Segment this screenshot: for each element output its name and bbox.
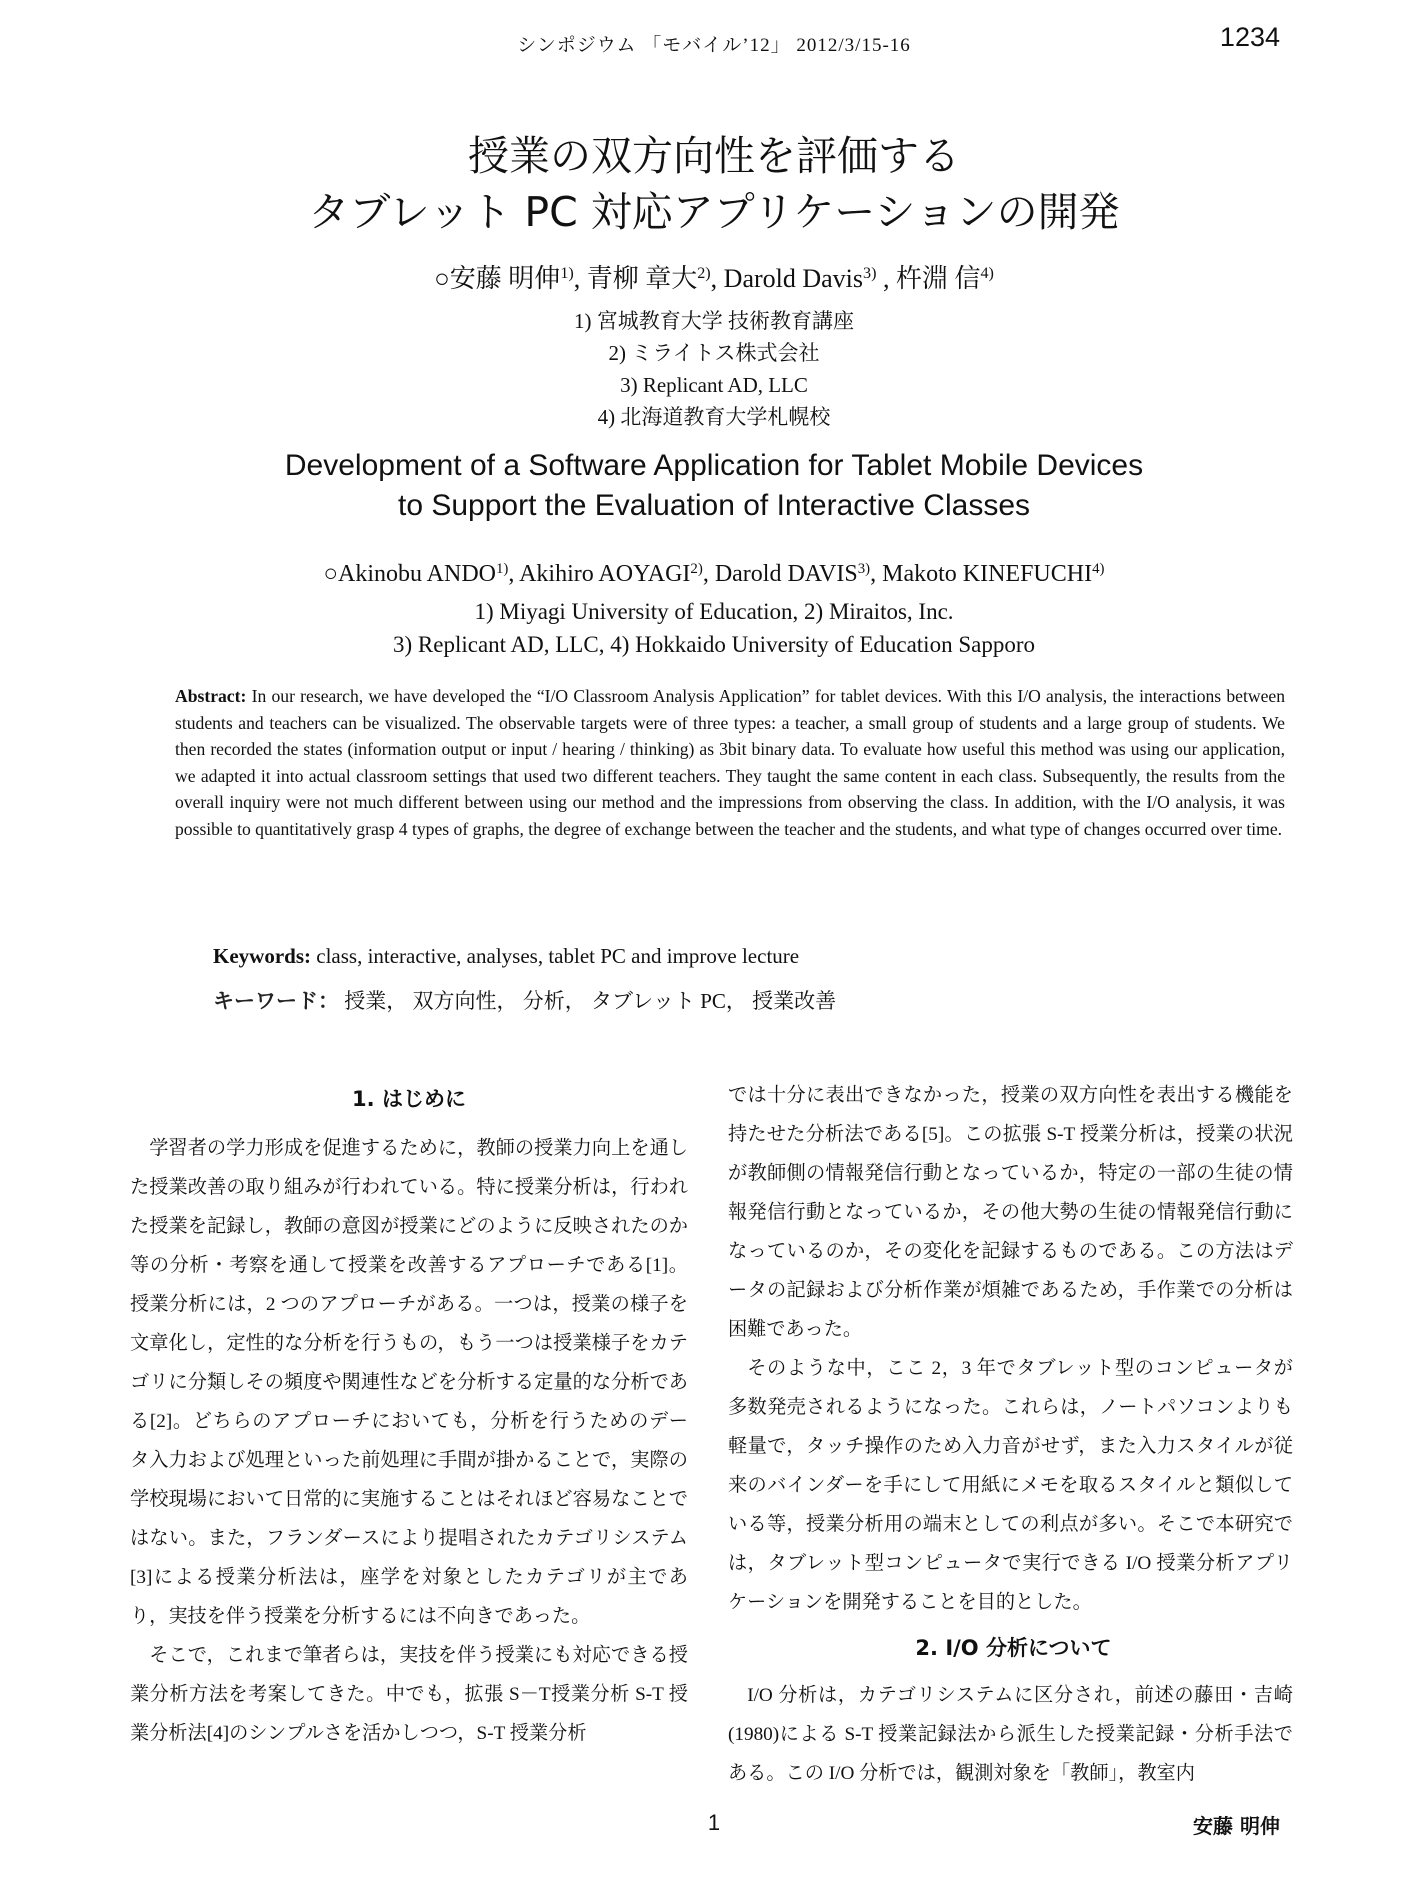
symposium-header: シンポジウム 「モバイル’12」 2012/3/15-16 [517,35,911,56]
author-en-1: ○Akinobu ANDO [323,561,496,587]
author-ja-1: ○安藤 明伸 [434,264,561,293]
affiliation-ja-1: 1) 宮城教育大学 技術教育講座 [574,309,854,333]
japanese-title-line2: タブレット PC 対応アプリケーションの開発 [308,188,1120,236]
abstract-label: Abstract: [175,686,247,706]
left-column [130,1083,688,1753]
keywords-japanese [213,985,836,1015]
author-ja-3-sup: 3) [863,265,877,283]
japanese-affiliations [0,305,1428,433]
keywords-english [213,944,799,969]
author-en-3: Darold DAVIS [714,561,858,587]
keywords-en-label: Keywords: [213,944,311,968]
author-en-3-sup: 3) [857,560,871,577]
english-title-line2: to Support the Evaluation of Interactive Classes [397,489,1031,522]
right-column [728,1076,1293,1793]
author-ja-2-sup: 2) [697,265,711,283]
section-2-paragraph-1: I/O 分析は，カテゴリシステムに区分され，前述の藤田・吉崎(1980)による S-T 授業記録法から派生した授業記録・分析手法である。この I/O 分析では，観測対象を「教師」，教室内 [728,1685,1293,1784]
author-en-2: Akihiro AOYAGI [519,561,691,587]
section-1-paragraph-1: 学習者の学力形成を促進するために，教師の授業力向上を通した授業改善の取り組みが行われている。特に授業分析は，行われた授業を記録し，教師の意図が授業にどのように反映されたのか等の分析・考察を通して授業を改善するアプローチである[1]。授業分析には，2 つのアプローチがある。一つは，授業の様子を文章化し，定性的な分析を行うもの，もう一つは授業様子をカテゴリに分類しその頻度や関連性などを分析する定量的な分析である[2]。どちらのアプローチにおいても，分析を行うためのデータ入力および処理といった前処理に手間が掛かることで，実際の学校現場において日常的に実施することはそれほど容易なことではない。また，フランダースにより提唱されたカテゴリシステム[3]による授業分析法は，座学を対象としたカテゴリが主であり，実技を伴う授業を分析するには不向きであった。 [130,1138,688,1627]
author-ja-1-sup: 1) [560,265,574,283]
english-affiliations [0,595,1428,661]
affiliation-ja-2: 2) ミライトス株式会社 [608,341,820,365]
author-ja-4: 杵淵 信 [895,264,981,293]
japanese-authors: ○安藤 明伸$^{1)}$, 青柳 章大$^{2)}$, Darold Davis$^{3)}$ , 杵淵 信$^{4)}$ [434,264,994,293]
header-page-number: 1234 [1219,22,1280,52]
keywords-ja-text: 授業， 双方向性， 分析， タブレット PC， 授業改善 [344,989,837,1013]
japanese-title-line1: 授業の双方向性を評価する [468,132,960,180]
author-ja-4-sup: 4) [980,265,994,283]
author-en-1-sup: 1) [495,560,509,577]
section-1-heading: 1. はじめに [352,1087,466,1111]
english-title-line1: Development of a Software Application for Tablet Mobile Devices [284,449,1144,482]
abstract-text: In our research, we have developed the “I/O Classroom Analysis Application” for tablet devices. With this I/O analysis, the interactions between students and teachers can be visualized. The observable targets were of three types: a teacher, a small group of students and a large group of students. We then recorded the states (information output or input / hearing / thinking) as 3bit binary data. To evaluate how useful this method was using our application, we adapted it into actual classroom settings that used two different teachers. They taught the same content in each class. Subsequently, the results from the overall inquiry were not much different between using our method and the impressions from observing the class. In addition, with the I/O analysis, it was possible to quantitatively grasp 4 types of graphs, the degree of exchange between the teacher and the students, and what type of changes occurred over time. [175,686,1285,839]
author-en-4-sup: 4) [1092,560,1105,577]
footer-author: 安藤 明伸 [1193,1814,1280,1838]
author-ja-3: Darold Davis [723,264,864,293]
english-title [0,446,1428,526]
author-en-4: Makoto KINEFUCHI [882,561,1093,587]
affiliation-ja-4: 4) 北海道教育大学札幌校 [597,405,831,429]
author-ja-2: 青柳 章大 [586,264,698,293]
section-1-paragraph-2: そこで，これまで筆者らは，実技を伴う授業にも対応できる授業分析方法を考案してきた。中でも，拡張 S－T授業分析 S-T 授業分析法[4]のシンプルさを活かしつつ，S-T 授業分析 [130,1645,688,1744]
affiliation-en-2: 3) Replicant AD, LLC, 4) Hokkaido University of Education Sapporo [393,632,1035,657]
section-1-paragraph-4: そのような中，ここ 2，3 年でタブレット型のコンピュータが多数発売されるようになった。これらは，ノートパソコンよりも軽量で，タッチ操作のため入力音がせず，また入力スタイルが従来のバインダーを手にして用紙にメモを取るスタイルと類似している等，授業分析用の端末としての利点が多い。そこで本研究では，タブレット型コンピュータで実行できる I/O 授業分析アプリケーションを開発することを目的とした。 [728,1358,1293,1613]
author-en-2-sup: 2) [690,560,703,577]
footer-page-number: 1 [707,1810,721,1835]
affiliation-ja-3: 3) Replicant AD, LLC [620,373,808,397]
abstract [175,683,1285,842]
english-authors: ○Akinobu ANDO$^{1)}$, Akihiro AOYAGI$^{2)}$, Darold DAVIS$^{3)}$, Makoto KINEFUCHI$^{4)}$ [323,560,1105,587]
affiliation-en-1: 1) Miyagi University of Education, 2) Miraitos, Inc. [474,599,954,624]
section-1-paragraph-3: では十分に表出できなかった，授業の双方向性を表出する機能を持たせた分析法である[5]。この拡張 S-T 授業分析は，授業の状況が教師側の情報発信行動となっているか，特定の一部の生徒の情報発信行動となっているか，その他大勢の生徒の情報発信行動になっているのか，その変化を記録するものである。この方法はデータの記録および分析作業が煩雑であるため，手作業での分析は困難であった。 [728,1085,1293,1340]
keywords-ja-label: キーワード： [213,989,339,1013]
section-2-heading: 2. I/O 分析について [915,1636,1112,1660]
japanese-title [0,128,1428,240]
keywords-en-text: class, interactive, analyses, tablet PC and improve lecture [316,944,800,968]
